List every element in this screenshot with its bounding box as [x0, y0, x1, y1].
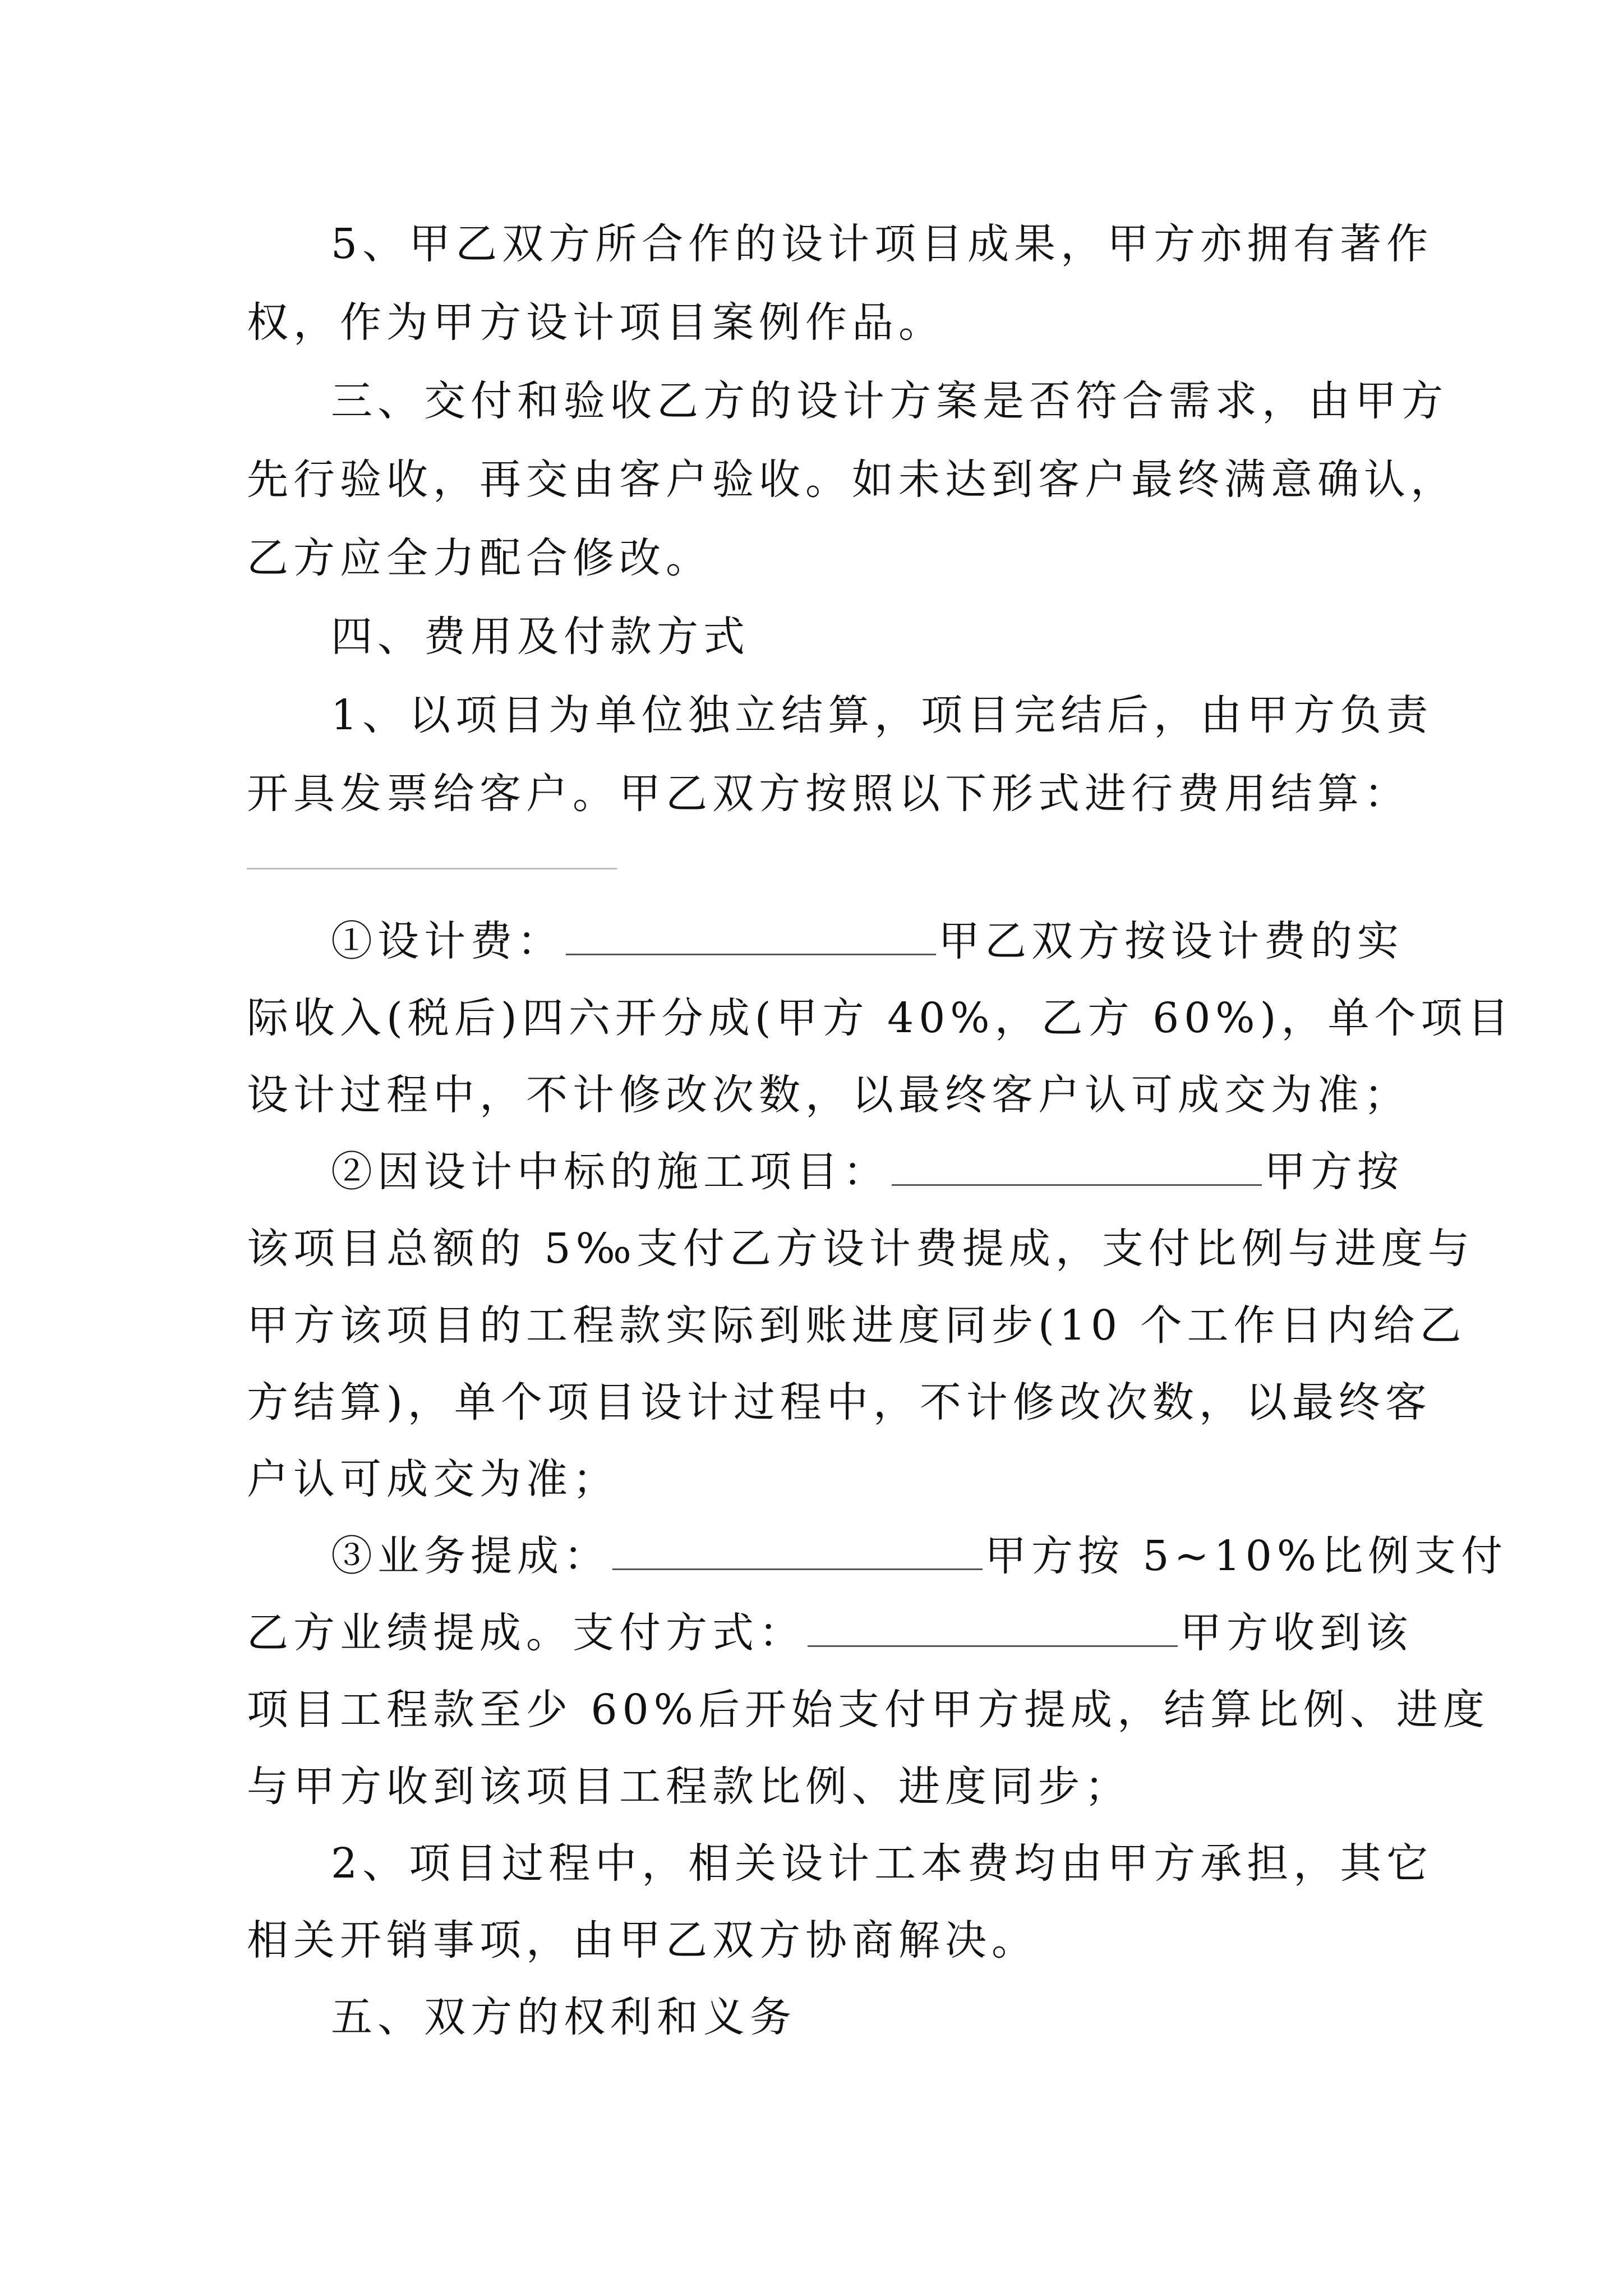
- fee-construction-label: ②因设计中标的施工项目：: [331, 1148, 889, 1196]
- fill-blank[interactable]: [612, 1535, 983, 1570]
- fill-blank[interactable]: [892, 1151, 1262, 1186]
- fee-business-line-1: [331, 1517, 1508, 1595]
- fill-blank[interactable]: [808, 1612, 1178, 1647]
- fee-construction-text: 甲方按: [1264, 1148, 1404, 1196]
- text-line-1: 5、甲乙双方所合作的设计项目成果，甲方亦拥有著作: [331, 220, 1433, 268]
- fee-design-label: ①设计费：: [331, 917, 564, 965]
- text-line-2: 权，作为甲方设计项目案例作品。: [247, 298, 945, 347]
- text-line-4: 先行验收，再交由客户验收。如未达到客户最终满意确认，: [247, 455, 1457, 504]
- separator-line: [247, 868, 617, 869]
- text-line-5: 乙方应全力配合修改。: [247, 534, 712, 582]
- fee-business-line-2: [247, 1594, 1413, 1672]
- clause-2-line-2: 相关开销事项，由甲乙双方协商解决。: [247, 1916, 1038, 1964]
- fee-business-line-4: 与甲方收到该项目工程款比例、进度同步；: [247, 1763, 1131, 1811]
- fee-business-line-3: 项目工程款至少 60%后开始支付甲方提成，结算比例、进度: [247, 1686, 1490, 1734]
- fee-business-method-text: 甲方收到该: [1180, 1609, 1413, 1657]
- fee-construction-line-1: [331, 1133, 1404, 1211]
- fee-design-line-3: 设计过程中，不计修改次数，以最终客户认可成交为准；: [247, 1071, 1410, 1119]
- text-line-7: 1、以项目为单位独立结算，项目完结后，由甲方负责: [331, 691, 1433, 739]
- fee-design-line-2: 际收入(税后)四六开分成(甲方 40%，乙方 60%)，单个项目: [247, 994, 1514, 1042]
- fee-business-label: ③业务提成：: [331, 1532, 610, 1580]
- fee-construction-line-5: 户认可成交为准；: [247, 1455, 619, 1503]
- fee-design-text: 甲乙双方按设计费的实: [938, 917, 1404, 965]
- text-line-6: 四、费用及付款方式: [331, 613, 750, 661]
- clause-2-line-1: 2、项目过程中，相关设计工本费均由甲方承担，其它: [331, 1839, 1433, 1888]
- fill-blank[interactable]: [566, 920, 936, 955]
- fee-construction-line-2: 该项目总额的 5‰支付乙方设计费提成，支付比例与进度与: [247, 1225, 1474, 1273]
- fee-business-text: 甲方按 5~10%比例支付: [985, 1532, 1508, 1580]
- fee-construction-line-4: 方结算)，单个项目设计过程中，不计修改次数，以最终客: [247, 1378, 1432, 1427]
- text-line-3: 三、交付和验收乙方的设计方案是否符合需求，由甲方: [331, 377, 1448, 425]
- section-heading-rights: 五、双方的权利和义务: [331, 1993, 796, 2041]
- text-line-8: 开具发票给客户。甲乙双方按照以下形式进行费用结算：: [247, 770, 1410, 818]
- fee-construction-line-3: 甲方该项目的工程款实际到账进度同步(10 个工作日内给乙: [247, 1301, 1467, 1350]
- fee-design-line-1: [331, 902, 1404, 981]
- fee-business-method-label: 乙方业绩提成。支付方式：: [247, 1609, 805, 1657]
